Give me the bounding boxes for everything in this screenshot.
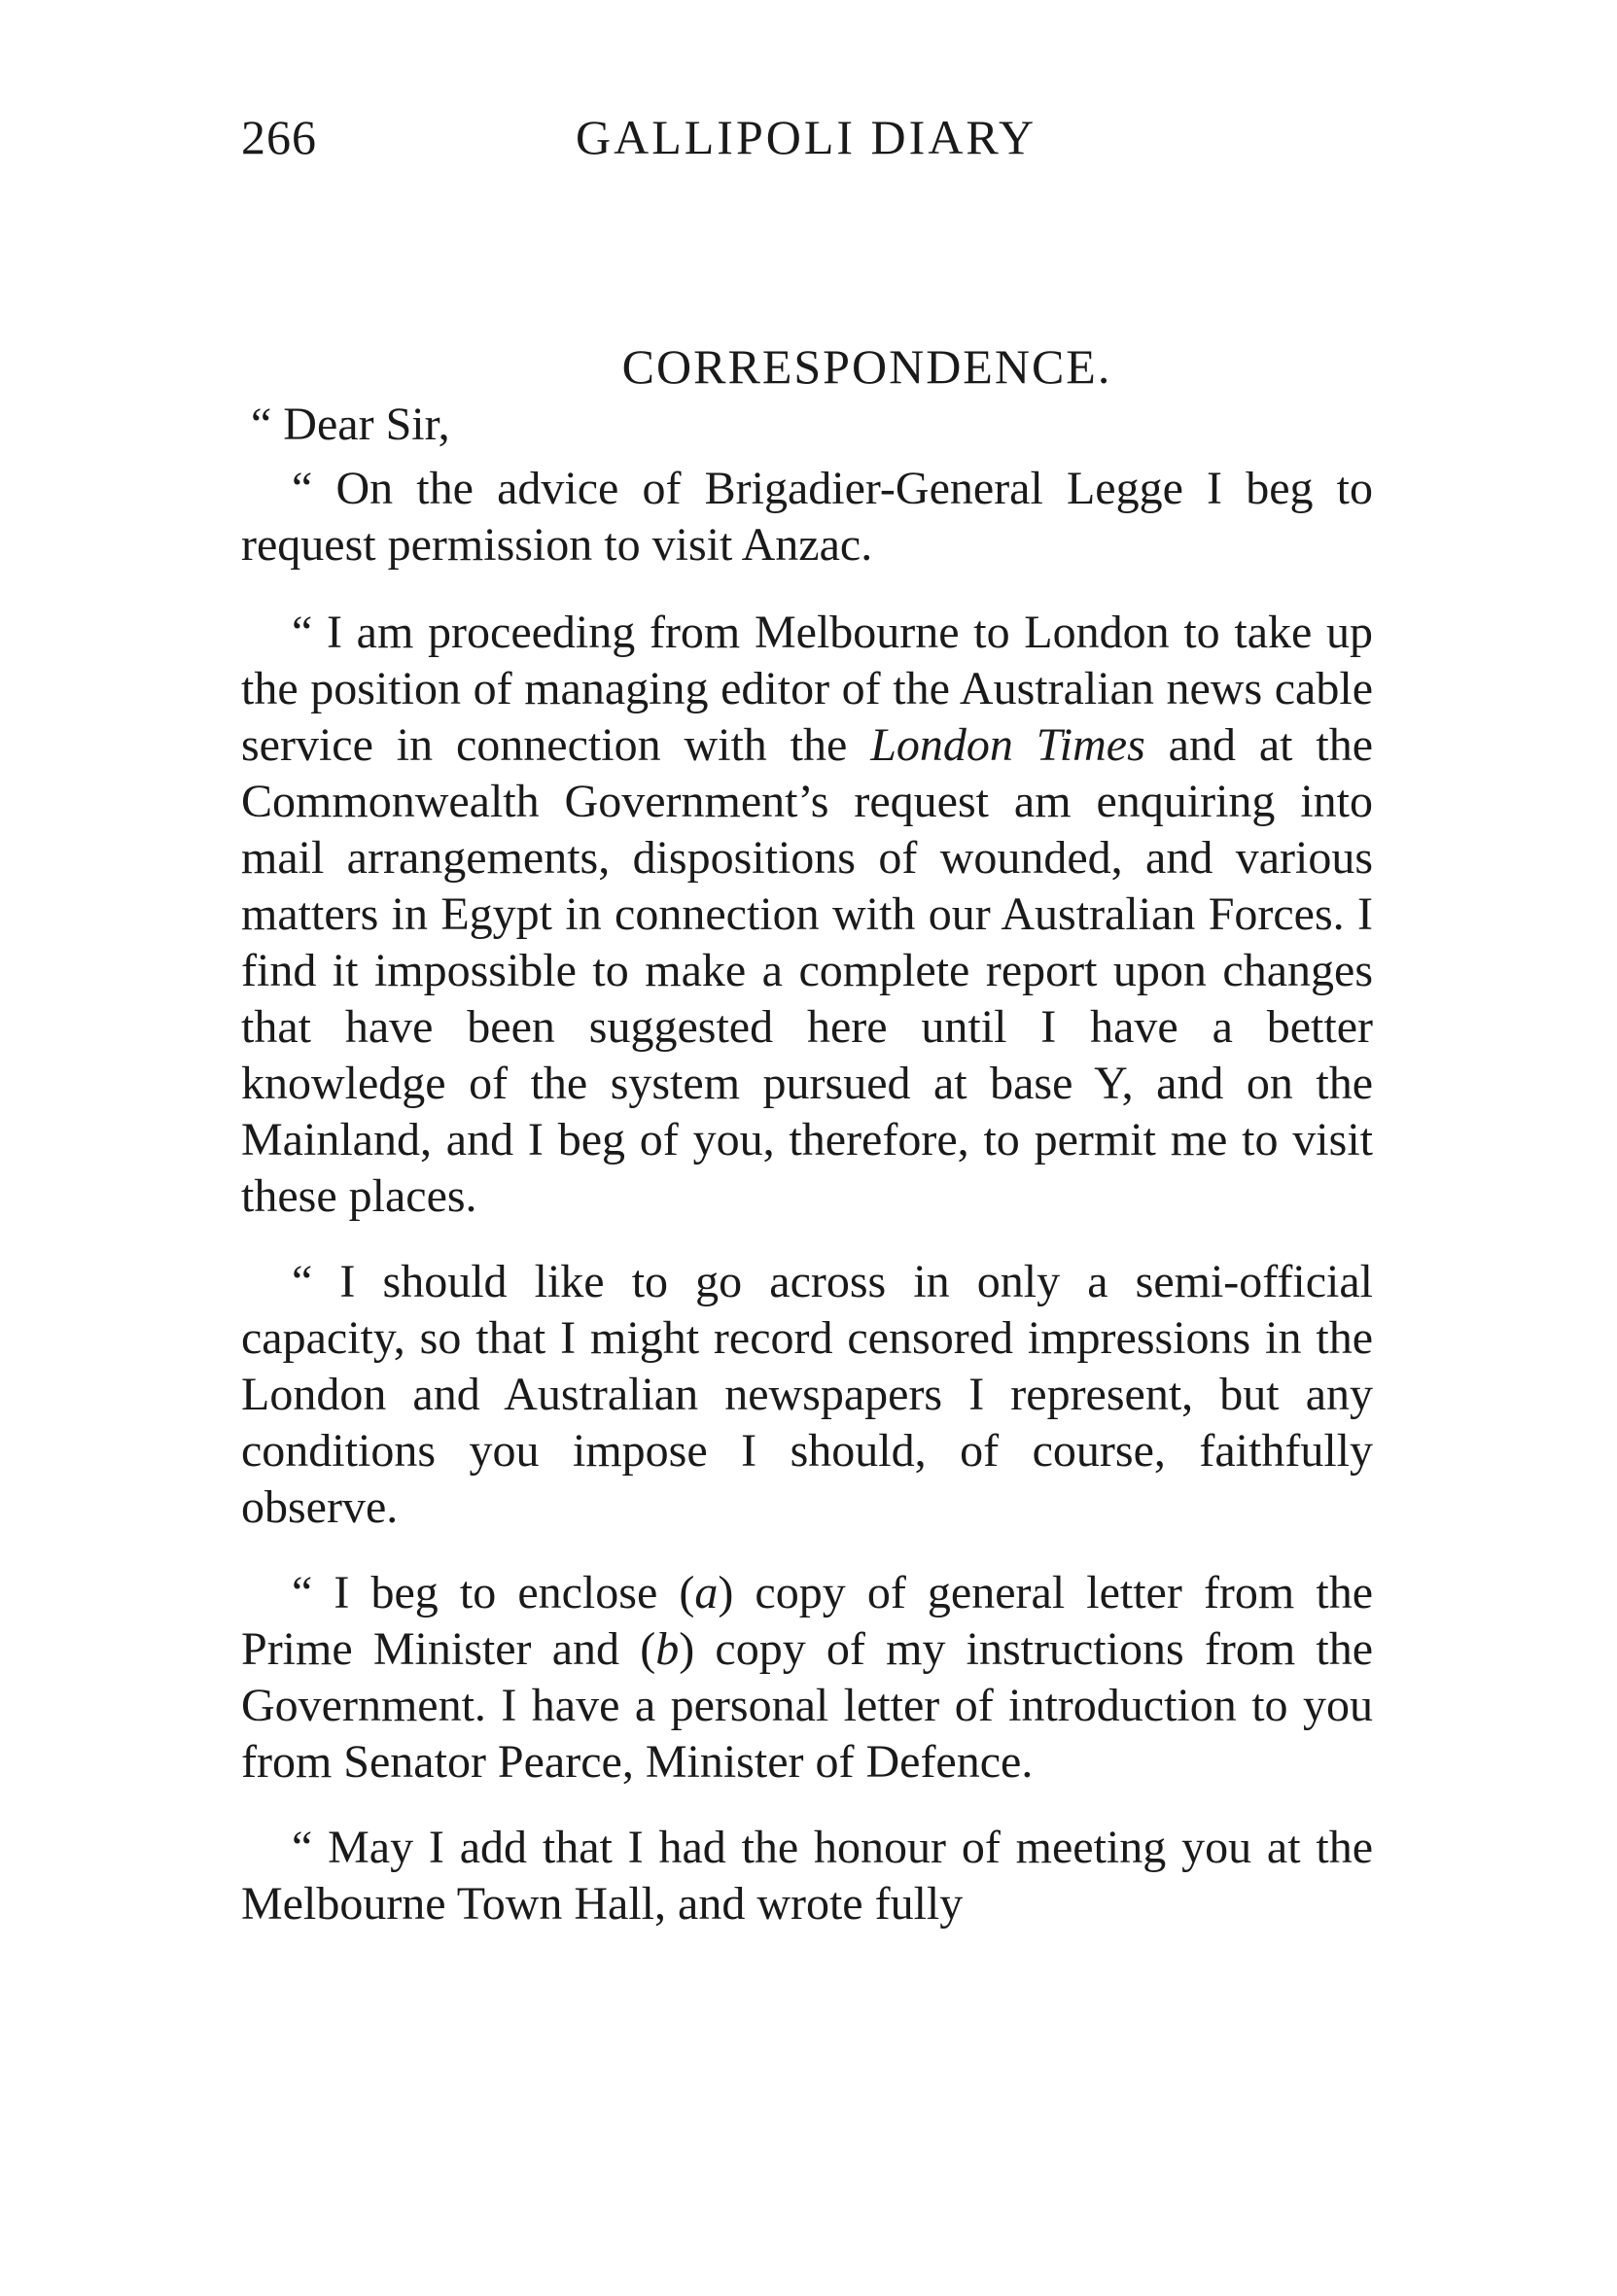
paragraph-4-text-middle: ) copy of general letter from the Prime Minister and ( (241, 1567, 1373, 1675)
paragraph-5 (241, 1820, 1373, 1932)
paragraph-1-text: “ On the advice of Brigadier-General Legge I beg to request permission to visit Anzac. (241, 463, 1373, 571)
paragraph-4 (241, 1565, 1373, 1791)
letter-body (241, 397, 1373, 1962)
running-title: GALLIPOLI DIARY (576, 110, 1037, 164)
paragraph-2 (241, 605, 1373, 1225)
paragraph-4-text-end: ) copy of my instructions from the Government. I have a personal letter of introduction to you from Senator Pearce, Minister of Defence. (241, 1623, 1373, 1788)
running-head (241, 109, 1373, 167)
paragraph-3-text: “ I should like to go across in only a semi-official capacity, so that I might record censored impressions in the London and Australian newspapers I represent, but any conditions you impose I should, of course, faithfully observe. (241, 1256, 1373, 1533)
paragraph-3 (241, 1254, 1373, 1536)
enclosure-a-label: a (694, 1567, 719, 1618)
enclosure-b-label: b (655, 1623, 680, 1675)
page-number: 266 (241, 110, 317, 164)
newspaper-title: London Times (870, 719, 1145, 771)
paragraph-1 (241, 461, 1373, 574)
paragraph-2-text-end: and at the Commonwealth Government’s request am enquiring into mail arrangements, dispositions of wounded, and various matters in Egypt in connection with our Australian Forces. I find it impossible to make a complete report upon changes that have been suggested here until I have a better knowledge of the system pursued at base Y, and on the Mainland, and I beg of you, therefore, to permit me to visit these places. (241, 719, 1374, 1222)
section-heading: CORRESPONDENCE. (621, 339, 1112, 394)
salutation: “ Dear Sir, (251, 399, 450, 450)
paragraph-4-text-start: “ I beg to enclose ( (292, 1567, 695, 1618)
paragraph-2-text-start: “ I am proceeding from Melbourne to London to take up the position of managing editor of the Australian news cable service in connection with the (241, 607, 1373, 771)
paragraph-5-text: “ May I add that I had the honour of meeting you at the Melbourne Town Hall, and wrote fully (241, 1822, 1373, 1930)
